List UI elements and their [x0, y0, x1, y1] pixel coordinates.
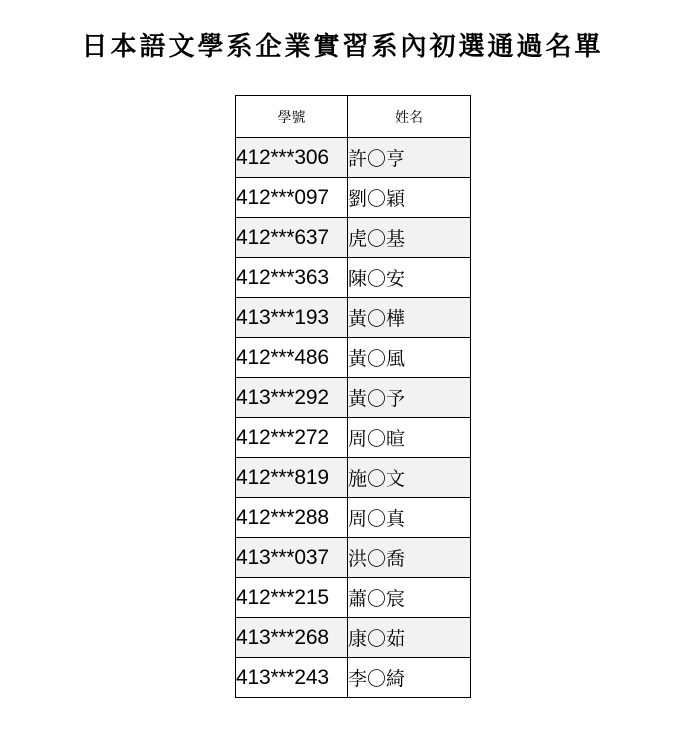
student-name-cell: 虎〇基	[348, 218, 471, 258]
table-row	[236, 418, 471, 458]
student-id-cell: 412***486	[236, 338, 348, 378]
table-row	[236, 618, 471, 658]
roster-table	[235, 95, 471, 698]
table-row	[236, 498, 471, 538]
column-header-name: 姓名	[348, 96, 471, 138]
column-header-student-id: 學號	[236, 96, 348, 138]
student-name-cell: 李〇綺	[348, 658, 471, 698]
student-name-cell: 周〇真	[348, 498, 471, 538]
student-name-cell: 黃〇風	[348, 338, 471, 378]
student-name-cell: 施〇文	[348, 458, 471, 498]
student-id-cell: 413***243	[236, 658, 348, 698]
student-name-cell: 蕭〇宸	[348, 578, 471, 618]
student-name-cell: 陳〇安	[348, 258, 471, 298]
student-id-cell: 413***268	[236, 618, 348, 658]
student-name-cell: 黃〇予	[348, 378, 471, 418]
student-id-cell: 413***037	[236, 538, 348, 578]
student-name-cell: 許〇亨	[348, 138, 471, 178]
student-id-cell: 412***097	[236, 178, 348, 218]
table-row	[236, 258, 471, 298]
table-row	[236, 658, 471, 698]
table-row	[236, 378, 471, 418]
student-id-cell: 412***306	[236, 138, 348, 178]
student-name-cell: 洪〇喬	[348, 538, 471, 578]
student-id-cell: 412***363	[236, 258, 348, 298]
table-row	[236, 138, 471, 178]
table-row	[236, 578, 471, 618]
student-name-cell: 黃〇樺	[348, 298, 471, 338]
page-title: 日本語文學系企業實習系內初選通過名單	[81, 32, 604, 62]
student-name-cell: 劉〇穎	[348, 178, 471, 218]
student-id-cell: 412***637	[236, 218, 348, 258]
table-header-row	[236, 96, 471, 138]
student-id-cell: 412***288	[236, 498, 348, 538]
student-id-cell: 413***292	[236, 378, 348, 418]
table-row	[236, 338, 471, 378]
student-id-cell: 412***819	[236, 458, 348, 498]
table-row	[236, 178, 471, 218]
table-row	[236, 538, 471, 578]
table-row	[236, 218, 471, 258]
student-name-cell: 周〇暄	[348, 418, 471, 458]
table-row	[236, 458, 471, 498]
student-id-cell: 413***193	[236, 298, 348, 338]
table-row	[236, 298, 471, 338]
student-name-cell: 康〇茹	[348, 618, 471, 658]
student-id-cell: 412***272	[236, 418, 348, 458]
student-id-cell: 412***215	[236, 578, 348, 618]
